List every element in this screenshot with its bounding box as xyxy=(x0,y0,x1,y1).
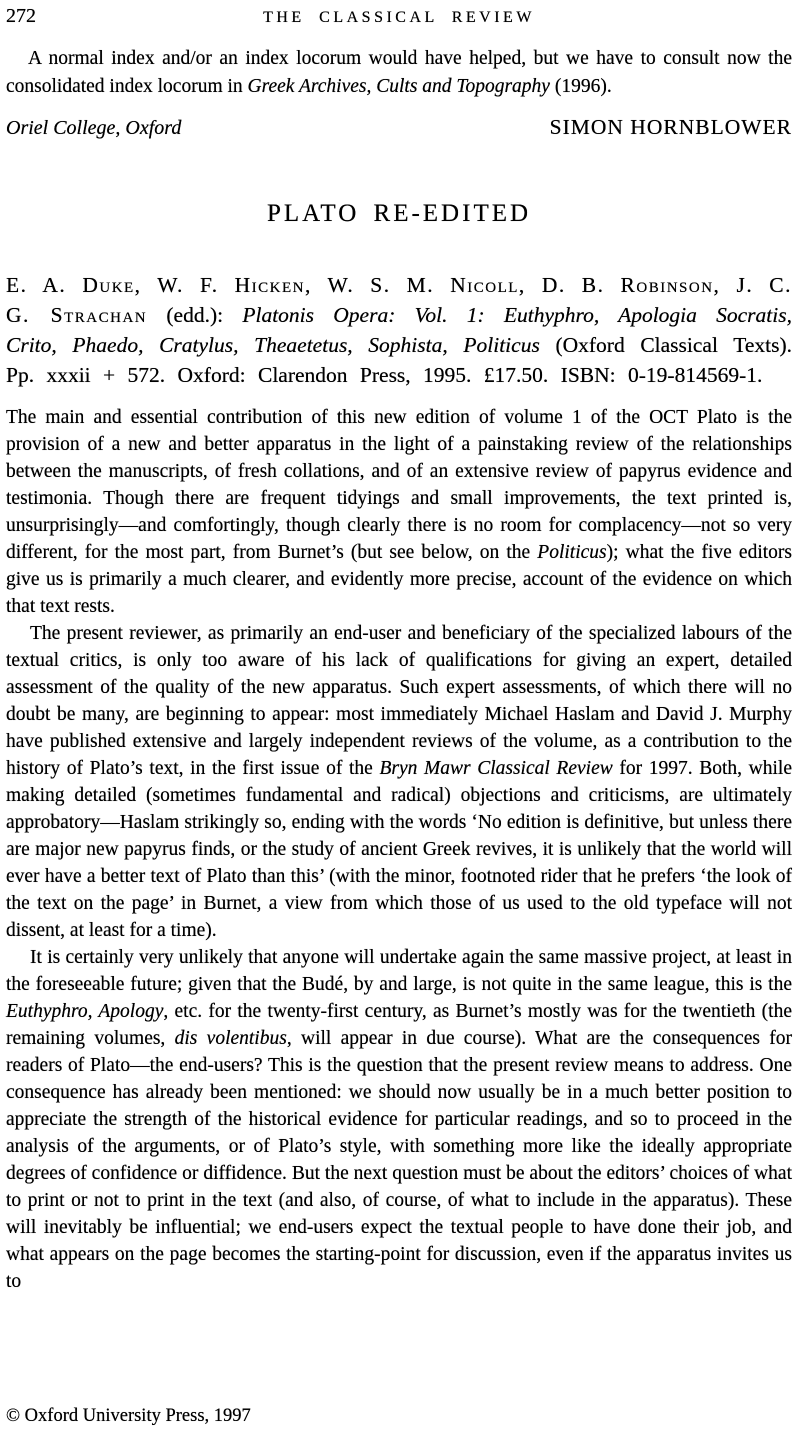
bibliographic-entry: E. A. Duke, W. F. Hicken, W. S. M. Nicoll, D. B. Robinson, J. C. G. Strachan (edd.): Platonis Opera: Vol. 1: Euthyphro, Apologia Socratis, Crito, Phaedo, Cratylus, Theaetetus, Sophista, Politicus (Oxford Classical Texts). Pp. xxxii + 572. Oxford: Clarendon Press, 1995. £17.50. ISBN: 0-19-814569-1. xyxy=(6,273,792,387)
reviewer-name: SIMON HORNBLOWER xyxy=(549,115,792,139)
previous-review-paragraph: A normal index and/or an index locorum would have helped, but we have to consult now the consolidated index locorum in Greek Archives, Cults and Topography (1996). xyxy=(6,48,792,97)
attribution-row xyxy=(6,115,792,140)
running-head xyxy=(6,5,792,31)
journal-title: THE CLASSICAL REVIEW xyxy=(263,9,535,26)
review-paragraph: The main and essential contribution of this new edition of volume 1 of the OCT Plato is the provision of a new and better apparatus in the light of a painstaking review of the relationships between the manuscripts, of fresh collations, and of an extensive review of papyrus evidence and testimonia. Though there are frequent tidyings and small improvements, the text printed is, unsurprisingly—and comfortingly, though clearly there is no room for complacency—not so very different, for the most part, from Burnet’s (but see below, on the Politicus); what the five editors give us is primarily a much clearer, and evidently more precise, account of the evidence on which that text rests. xyxy=(6,407,792,617)
previous-review-closing xyxy=(6,45,792,140)
review-paragraph: It is certainly very unlikely that anyone will undertake again the same massive project, at least in the foreseeable future; given that the Budé, by and large, is not quite in the same league, this is the Euthyphro, Apology, etc. for the twenty-first century, as Burnet’s mostly was for the twentieth (the remaining volumes, dis volentibus, will appear in due course). What are the consequences for readers of Plato—the end-users? This is the question that the present review means to address. One consequence has already been mentioned: we should now usually be in a much better position to appreciate the strength of the historical evidence for particular readings, and so to proceed in the analysis of the arguments, or of Plato’s style, with something more like the ideally appropriate degrees of confidence or diffidence. But the next question must be about the editors’ choices of what to print or not to print in the text (and also, of course, of what to include in the apparatus). These will inevitably be influential; we end-users expect the textual people to have done their job, and what appears on the page becomes the starting-point for discussion, even if the apparatus invites us to xyxy=(6,947,793,1292)
article-title: PLATO RE-EDITED xyxy=(266,200,532,227)
reviewer-affiliation: Oriel College, Oxford xyxy=(6,117,182,139)
copyright-notice: © Oxford University Press, 1997 xyxy=(6,1406,251,1426)
page-number: 272 xyxy=(6,5,36,27)
review-body xyxy=(6,404,792,1295)
review-paragraph: The present reviewer, as primarily an end-user and beneficiary of the specialized labours of the textual critics, is only too aware of his lack of qualifications for giving an expert, detailed assessment of the quality of the new apparatus. Such expert assessments, of which there will no doubt be many, are beginning to appear: most immediately Michael Haslam and David J. Murphy have published extensive and largely independent reviews of the volume, as a contribution to the history of Plato’s text, in the first issue of the Bryn Mawr Classical Review for 1997. Both, while making detailed (sometimes fundamental and radical) objections and criticisms, are ultimately approbatory—Haslam strikingly so, ending with the words ‘No edition is definitive, but unless there are major new papyrus finds, or the study of ancient Greek revives, it is unlikely that the world will ever have a better text of Plato than this’ (with the minor, footnoted rider that he prefers ‘the look of the text on the page’ in Burnet, a view from which those of us used to the old typeface will not dissent, at least for a time). xyxy=(6,623,793,941)
